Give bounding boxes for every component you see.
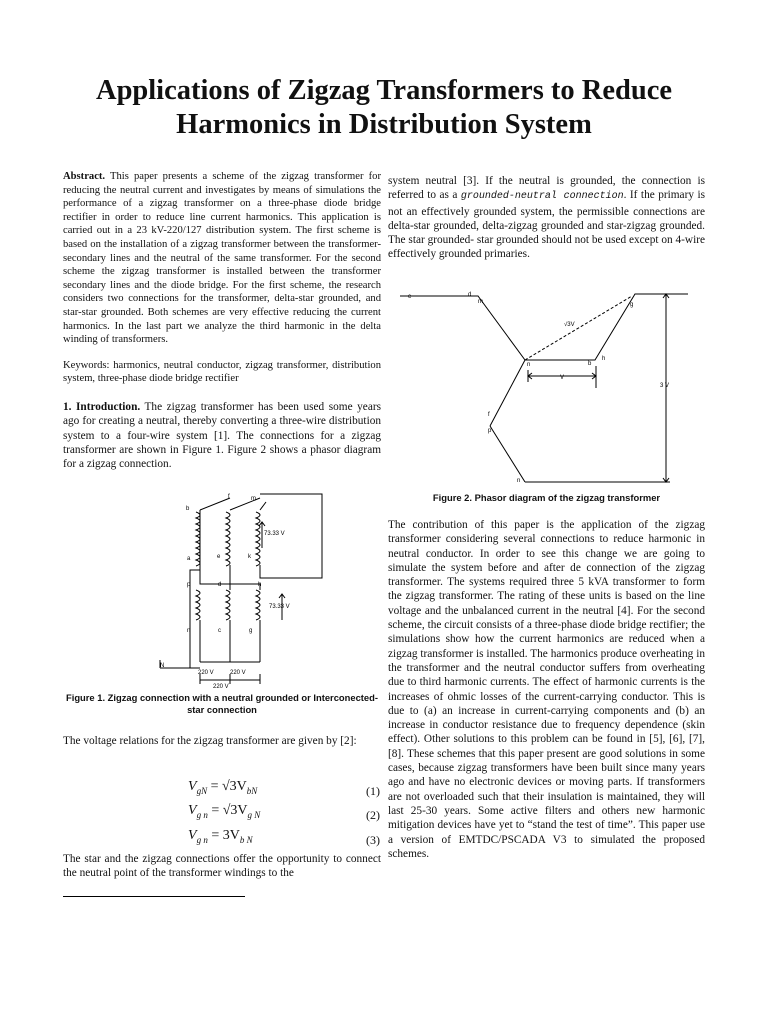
fig1-label-n: n bbox=[187, 628, 191, 634]
fig1-label-d: d bbox=[218, 582, 222, 588]
coil-4 bbox=[196, 590, 200, 620]
abstract-text: This paper presents a scheme of the zigzag transformer for reducing the neutral current and investigates by means of simulations the performance of a zigzag transformer on a three-phase diode bridge rectifier in order to reduce line current harmonics. This application is carried out in a 23 kV-220/127 distribution system. The first scheme is based on the installation of a zigzag transformer between the transformer-secondary lines and the neutral of the same transformer. For the second scheme the zigzag transformer is installed between the transformer secondary lines and the diode bridge. For the first scheme, the research considers two connections for the transformer, delta-star grounded, and star-star grounded. Both schemes are very effective reducing the current harmonics. In the last part we analyze the third harmonic in the delta winding of transformers. bbox=[63, 171, 381, 346]
equation-2-number: (2) bbox=[366, 808, 380, 822]
contribution-paragraph: The contribution of this paper is the application of the zigzag transformer considering several connections to reduce harmonic in neutral conductor. In order to see this change we are going to simulate the system before and after de connection of the zigzag transformer. The systems required three 5 kVA transformer to form the zigzag transformer. The rating of these units is based on the line voltage and the unbalanced current in the neutral [4]. For the second scheme, the circuit consists of a three-phase diode bridge rectifier; the simulations show how the current harmonics are reduced when a zigzag transformer is installed. The harmonics produce overheating in the transformer and the neutral conductor suffers from overheating due to third harmonic currents. The effect of harmonic currents is the increases of ohmic losses of the current-carrying conductor. This is due to (a) an increase in current-carrying components and (b) an increase in conductor resistance due to frequency dependence (skin effect). Other solutions to this problem can be found in [5], [6], [7], [8]. These schemes that this paper present are good solutions in some cases, because zigzag transformers have been built since many years ago and have no electronic devices or moving parts. If transformers are not overloaded such that their insulation is maintained, they will last 25-30 years. Some active filters and others new harmonic mitigation devices have yet to “stand the test of time”. This paper use a version of EMTDC/PSCADA V3 to simulated the proposed schemes. bbox=[388, 519, 705, 860]
fig2-label-g: g bbox=[630, 302, 634, 308]
star-zigzag-text: The star and the zigzag connections offer the opportunity to connect the neutral point of the transformer windings to the bbox=[63, 853, 381, 880]
fig1-label-e: e bbox=[217, 554, 221, 560]
coil-1 bbox=[196, 512, 200, 566]
fig2-label-d: d bbox=[468, 292, 472, 298]
fig1-label-N: N bbox=[160, 663, 165, 669]
keywords: Keywords: harmonics, neutral conductor, zigzag transformer, distribution system, three-phase diode bridge rectifier bbox=[63, 359, 381, 385]
fig2-label-f: f bbox=[488, 412, 490, 418]
left-column bbox=[63, 170, 381, 471]
coil-3 bbox=[256, 512, 260, 566]
equation-3: $V_{g n} = 3V_{b N}$ bbox=[188, 828, 253, 845]
voltage-relations-text: The voltage relations for the zigzag transformer are given by [2]: bbox=[63, 735, 357, 747]
fig1-label-p: p bbox=[187, 582, 191, 588]
figure-2-caption: Figure 2. Phasor diagram of the zigzag transformer bbox=[432, 492, 661, 503]
fig1-label-k: k bbox=[248, 554, 251, 560]
coil-6 bbox=[256, 590, 260, 620]
fig1-label-b: b bbox=[186, 506, 190, 512]
fig1-voltage-220-b: 220 V bbox=[230, 670, 246, 676]
footnote-divider bbox=[63, 896, 245, 897]
abstract-label: Abstract. bbox=[63, 171, 106, 182]
right-intro-paragraph: system neutral [3]. If the neutral is grounded, the connection is referred to as a grounded-neutral connection. If the primary is not an effectively grounded system, the permissible connections are delta-star grounded, delta-zigzag grounded and star-zigzag grounded. The star grounded- star grounded should not be used except on 4-wire effectively grounded primaries. bbox=[388, 175, 706, 261]
fig2-label-h: h bbox=[602, 356, 606, 362]
fig1-label-h: h bbox=[258, 582, 262, 588]
fig2-label-sqrt3v: √3V bbox=[564, 322, 575, 328]
fig2-label-n-bottom: n bbox=[517, 478, 521, 484]
grounded-neutral-emphasis: grounded-neutral connection bbox=[460, 191, 624, 203]
fig1-label-a: a bbox=[187, 556, 191, 562]
coil-2 bbox=[226, 512, 230, 566]
intro-text: The zigzag transformer has been used some years ago for creating a neutral, thereby converting a three-wire distribution system to a four-wire system [1]. The connections for a zigzag transformer are shown in Figure 1. Figure 2 shows a phasor diagram for a zigzag connection. bbox=[63, 400, 381, 471]
figure-2-phasor-diagram bbox=[400, 286, 700, 484]
fig2-label-b: b bbox=[588, 361, 592, 367]
fig1-label-c: c bbox=[218, 628, 221, 634]
fig1-voltage-73-top: 73.33 V bbox=[264, 531, 285, 537]
intro-heading: 1. Introduction. bbox=[63, 400, 141, 413]
equation-1: $V_{gN} = √3V_{bN}$ bbox=[188, 779, 258, 796]
fig1-voltage-73-bottom: 73.33 V bbox=[269, 604, 290, 610]
figure-1-zigzag-diagram bbox=[150, 490, 330, 690]
fig2-label-v: V bbox=[560, 375, 565, 381]
introduction-paragraph bbox=[63, 400, 381, 471]
figure-1-caption: Figure 1. Zigzag connection with a neutral grounded or Interconected-star connection bbox=[65, 692, 378, 715]
phase-a-wire bbox=[190, 510, 200, 668]
equation-1-number: (1) bbox=[366, 784, 380, 798]
fig2-label-c: c bbox=[408, 294, 411, 300]
fig1-voltage-220-a: 220 V bbox=[198, 670, 214, 676]
fig2-label-3v: 3 V bbox=[660, 383, 670, 389]
fig2-label-m: m bbox=[478, 299, 483, 305]
fig2-label-p: p bbox=[488, 428, 492, 434]
fig1-voltage-220-c: 220 V bbox=[213, 684, 229, 690]
right-column bbox=[388, 174, 705, 262]
equation-3-number: (3) bbox=[366, 833, 380, 847]
fig2-label-n: n bbox=[527, 362, 531, 368]
abstract bbox=[63, 170, 381, 347]
equation-2: $V_{g n} = √3V_{g N}$ bbox=[188, 803, 261, 820]
paper-title: Applications of Zigzag Transformers to Reduce Harmonics in Distribution System bbox=[95, 75, 673, 140]
fig1-label-f: f bbox=[228, 494, 230, 500]
coil-5 bbox=[226, 590, 230, 620]
fig1-label-m: m bbox=[251, 496, 256, 502]
fig1-label-g: g bbox=[249, 628, 253, 634]
